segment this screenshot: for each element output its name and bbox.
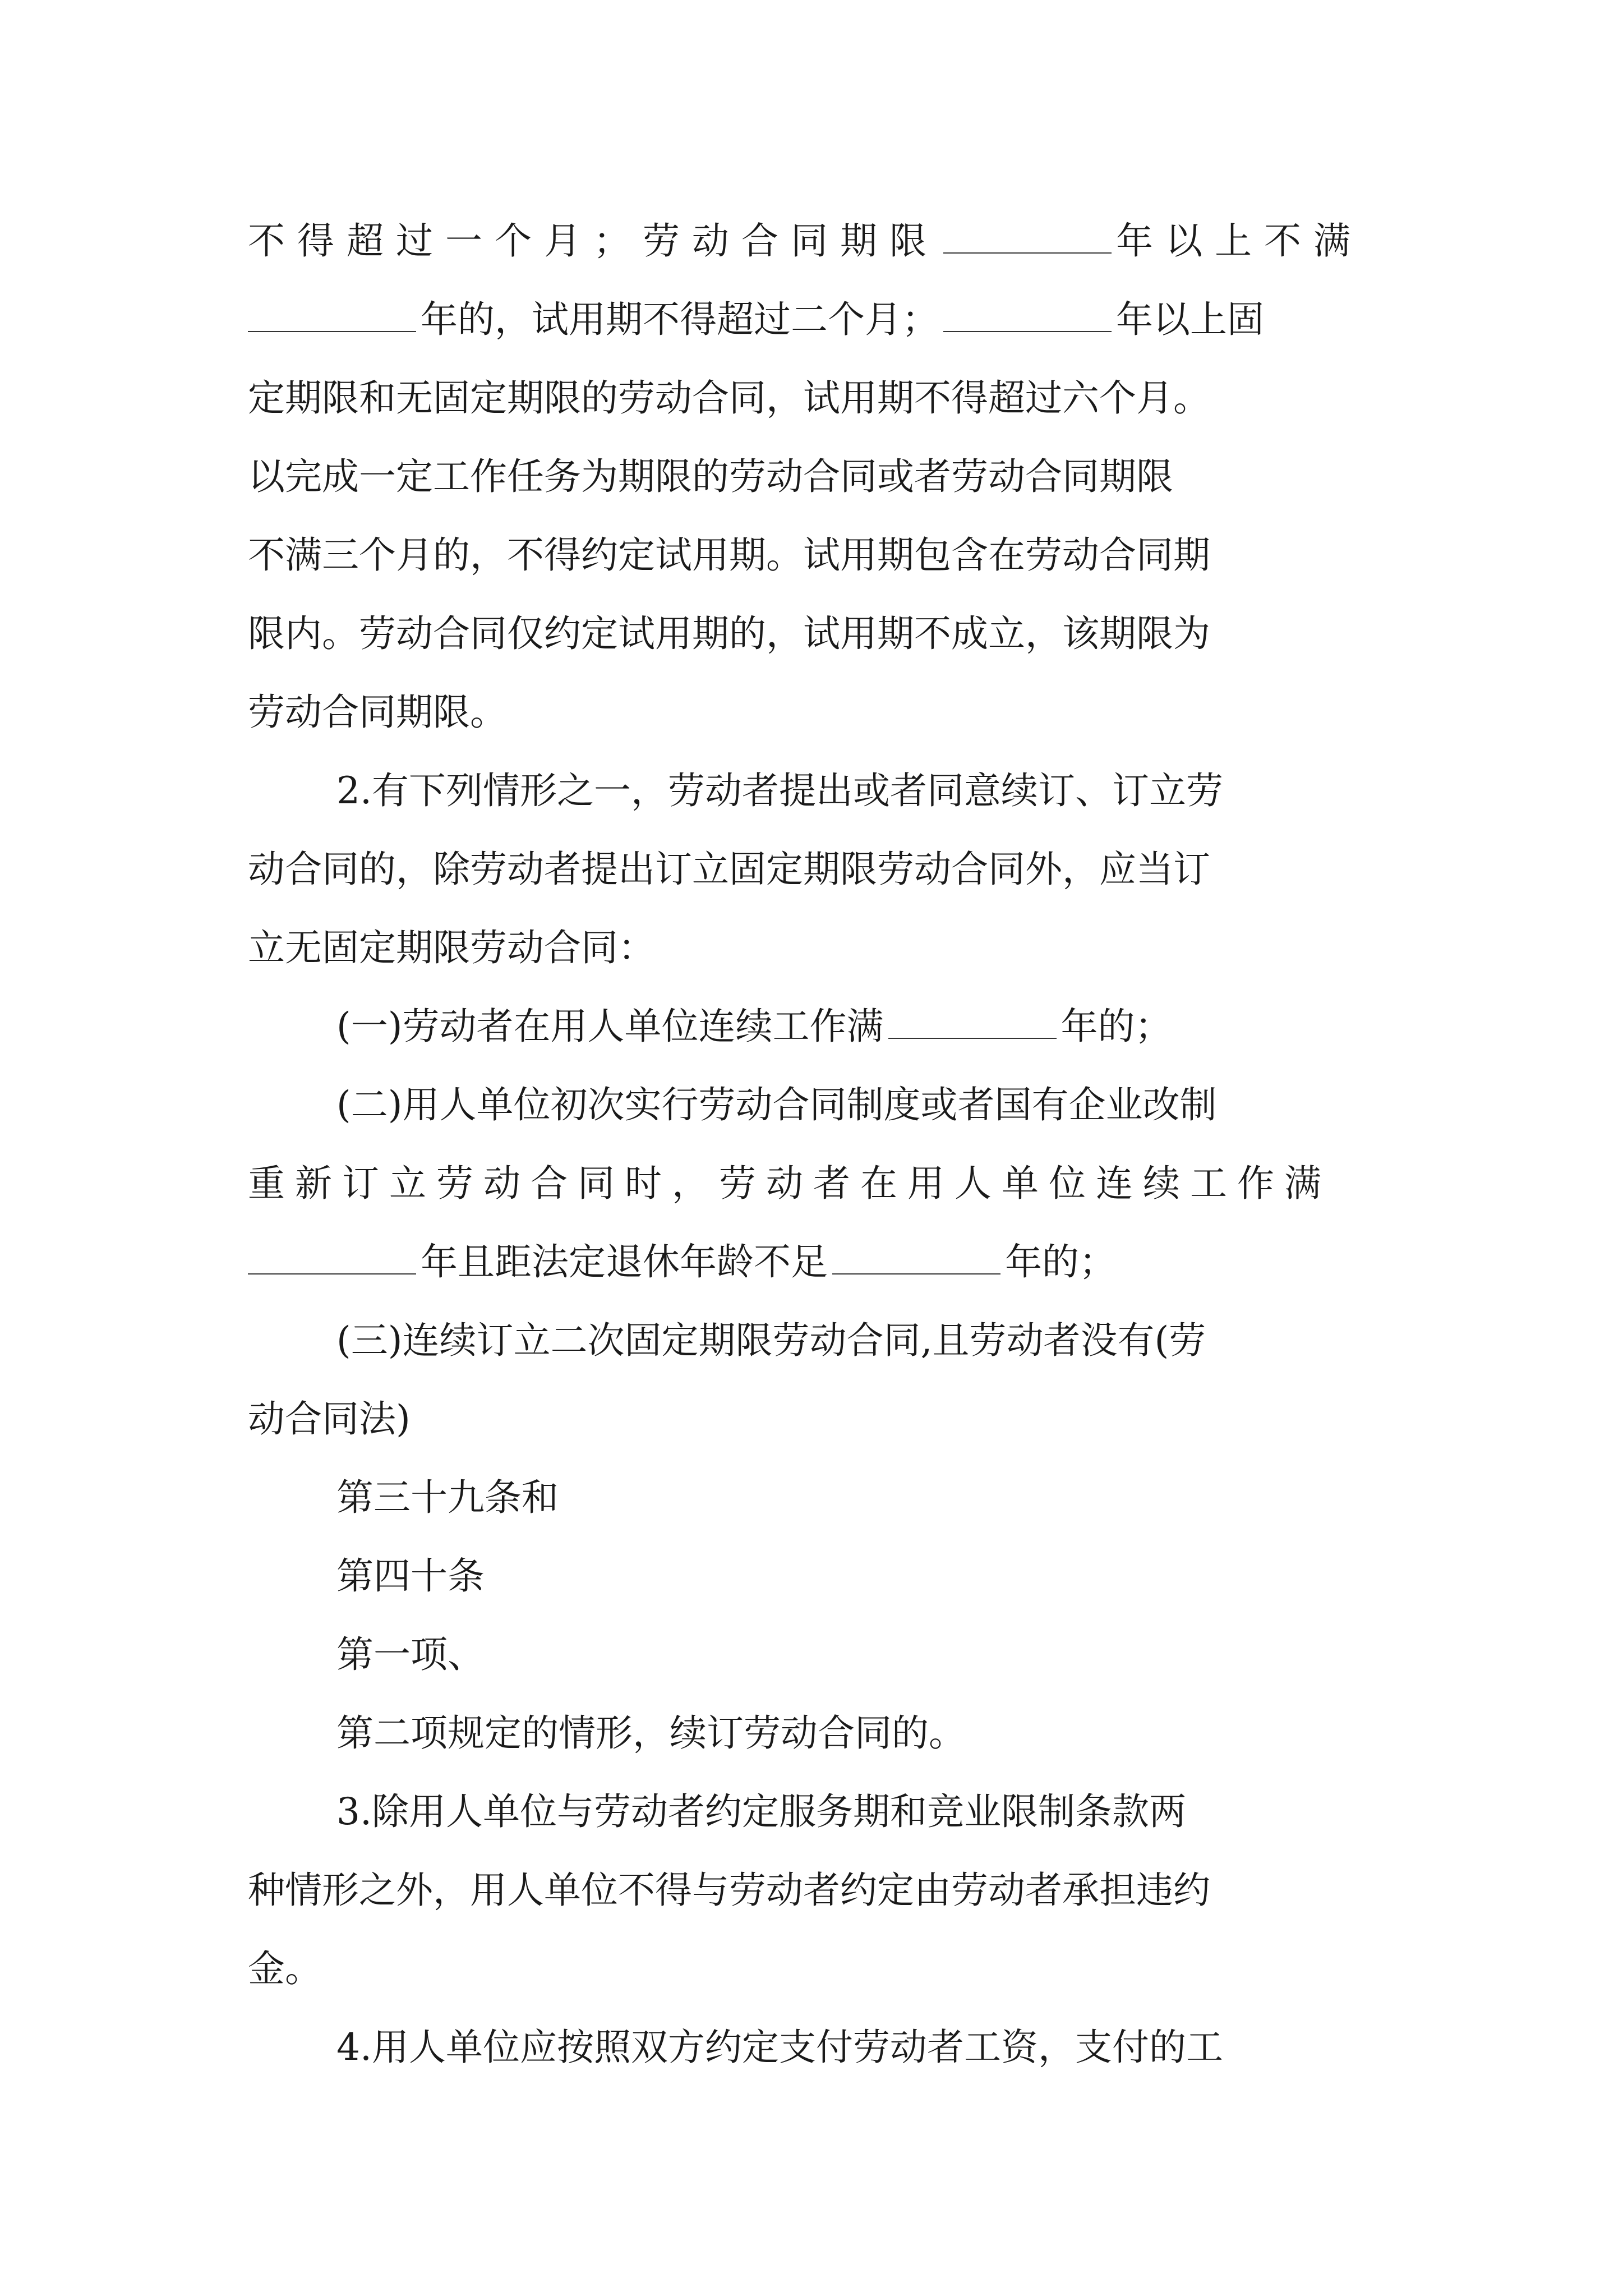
text-line: 第三十九条和 [336,1476,559,1519]
text-line [248,1231,1386,1293]
text-line: (二)用人单位初次实行劳动合同制度或者国有企业改制 [336,1083,1217,1126]
fill-blank [943,220,1112,254]
text-line: 立无固定期限劳动合同： [248,926,655,969]
text-line: 3.除用人单位与劳动者约定服务期和竞业限制条款两 [336,1790,1186,1833]
text-line: 不满三个月的，不得约定试用期。试用期包含在劳动合同期 [248,533,1210,577]
text-line: 重新订立劳动合同时，劳动者在用人单位连续工作满 [248,1162,1331,1205]
text-line [248,210,1386,272]
text-segment: 年的，试用期不得超过二个月； [421,298,939,341]
text-line: 金。 [248,1947,322,1990]
text-line: 2.有下列情形之一，劳动者提出或者同意续订、订立劳 [336,769,1223,812]
text-line: 限内。劳动合同仅约定试用期的，试用期不成立，该期限为 [248,612,1210,655]
text-line: 4.用人单位应按照双方约定支付劳动者工资，支付的工 [336,2026,1223,2069]
text-segment: 不得超过一个月；劳动合同期限 [248,219,939,263]
text-line [248,289,1386,351]
text-line: 第四十条 [336,1554,485,1598]
text-line: 以完成一定工作任务为期限的劳动合同或者劳动合同期限 [248,455,1173,498]
text-line: 定期限和无固定期限的劳动合同，试用期不得超过六个月。 [248,376,1210,420]
text-line: 动合同法) [248,1397,411,1441]
text-line: 第一项、 [336,1633,485,1676]
text-line: 劳动合同期限。 [248,691,507,734]
text-line: 种情形之外，用人单位不得与劳动者约定由劳动者承担违约 [248,1869,1210,1912]
fill-blank [248,298,416,332]
text-line: (三)连续订立二次固定期限劳动合同,且劳动者没有(劳 [336,1319,1206,1362]
text-line: 第二项规定的情形，续订劳动合同的。 [336,1711,966,1755]
text-segment: 年的； [1061,1005,1172,1048]
text-line [336,996,1386,1057]
text-line: 动合同的，除劳动者提出订立固定期限劳动合同外，应当订 [248,848,1210,891]
text-segment: (一)劳动者在用人单位连续工作满 [336,1005,884,1048]
text-segment: 年且距法定退休年龄不足 [421,1240,828,1283]
fill-blank [832,1241,1000,1274]
fill-blank [888,1005,1057,1039]
text-segment: 年的； [1005,1240,1116,1283]
text-segment: 年以上不满 [1116,219,1363,263]
text-segment: 年以上固 [1116,298,1264,341]
fill-blank [248,1241,416,1274]
fill-blank [943,298,1112,332]
